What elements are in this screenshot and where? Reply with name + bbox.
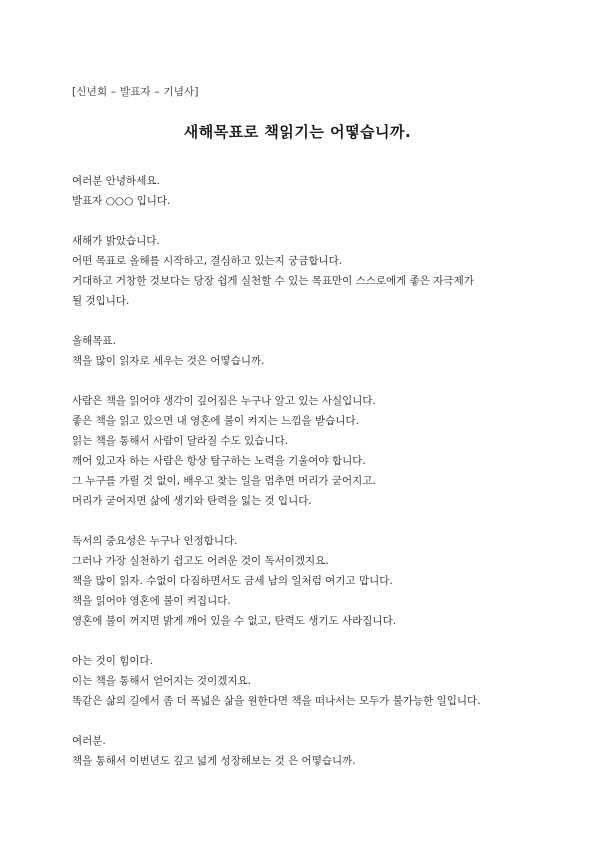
paragraph-reading-benefits <box>72 391 532 511</box>
paragraph-knowledge <box>72 651 532 711</box>
text-line: 그러나 가장 실천하기 쉽고도 어려운 것이 독서이겠지요. <box>72 555 329 567</box>
text-line: 깨어 있고자 하는 사람은 항상 탐구하는 노력을 기울여야 합니다. <box>72 455 366 467</box>
paragraph-importance <box>72 531 532 631</box>
text-line: 올해목표. <box>72 335 116 347</box>
text-line: 어떤 목표로 올해를 시작하고, 결심하고 있는지 궁금합니다. <box>72 255 343 267</box>
text-line: 책을 많이 읽자로 세우는 것은 어떻습니까. <box>72 355 265 367</box>
text-line: 머리가 굳어지면 삶에 생기와 탄력을 잃는 것 입니다. <box>72 495 312 507</box>
text-line: 여러분 안녕하세요. <box>72 175 160 187</box>
text-line: 책을 통해서 이번년도 깊고 넓게 성장해보는 것 은 어떻습니까. <box>72 755 356 767</box>
paragraph-goal <box>72 331 532 371</box>
text-line: 새해가 밝았습니다. <box>72 235 160 247</box>
text-line: 책을 많이 읽자. 수없이 다짐하면서도 금세 남의 일처럼 여기고 맙니다. <box>72 575 393 587</box>
header-tag: [신년회 – 발표자 – 기념사] <box>72 86 199 98</box>
text-line: 될 것입니다. <box>72 295 130 307</box>
text-line: 여러분. <box>72 735 106 747</box>
text-line: 그 누구를 가릴 것 없이, 배우고 찾는 일을 멈추면 머리가 굳어지고. <box>72 475 376 487</box>
text-line: 이는 책을 통해서 얻어지는 것이겠지요. <box>72 675 251 687</box>
text-line: 읽는 책을 통해서 사람이 달라질 수도 있습니다. <box>72 435 289 447</box>
text-line: 똑같은 삶의 길에서 좀 더 폭넓은 삶을 원한다면 책을 떠나서는 모두가 불가능한 일입니다. <box>72 695 481 707</box>
text-line: 사람은 책을 읽어야 생각이 깊어짐은 누구나 알고 있는 사실입니다. <box>72 395 376 407</box>
text-line: 아는 것이 힘이다. <box>72 655 154 667</box>
text-line: 책을 읽어야 영혼에 불이 켜집니다. <box>72 595 231 607</box>
text-line: 독서의 중요성은 누구나 인정합니다. <box>72 535 238 547</box>
text-line: 영혼에 불이 꺼지면 밝게 깨어 있을 수 없고, 탄력도 생기도 사라집니다. <box>72 615 397 627</box>
paragraph-closing <box>72 731 532 771</box>
paragraph-greeting <box>72 171 532 211</box>
document-title: 새해목표로 책읽기는 어떻습니까. <box>183 123 412 141</box>
text-line: 좋은 책을 읽고 있으면 내 영혼에 불이 켜지는 느낌을 받습니다. <box>72 415 359 427</box>
paragraph-new-year <box>72 231 532 311</box>
text-line: 발표자 ○○○ 입니다. <box>72 195 171 207</box>
text-line: 거대하고 거창한 것보다는 당장 쉽게 실천할 수 있는 목표만이 스스로에게 좋은 자극제가 <box>72 275 474 287</box>
document-body <box>72 171 532 791</box>
